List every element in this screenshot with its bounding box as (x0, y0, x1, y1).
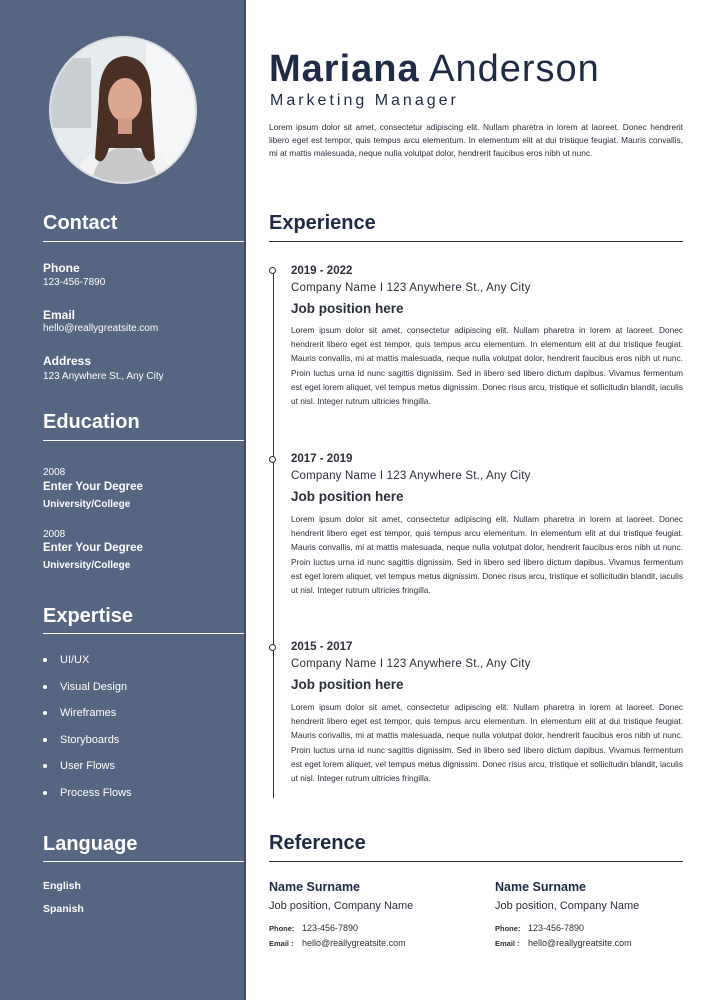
skill-item: Visual Design (43, 681, 127, 693)
skill-item: UI/UX (43, 654, 89, 666)
email-key: Email : (269, 939, 294, 948)
sidebar-divider (244, 0, 246, 1000)
bullet-icon (43, 685, 47, 689)
phone-value: 123-456-7890 (43, 277, 106, 288)
education-heading: Education (43, 411, 140, 433)
education-degree: Enter Your Degree (43, 542, 143, 554)
experience-description: Lorem ipsum dolor sit amet, consectetur adipiscing elit. Nullam pharetra in lorem at laoreet. Donec hendrerit libero eget est tempor, quis tempus arcu elementum. In elementum elit at dui tristique feugiat. Mauris convallis, mi at mattis malesuada, neque nulla volutpat dolor, hendrerit faucibus eros nibh ut nunc. Proin luctus urna id nunc sagittis dignissim. Sed in libero sed libero dictum dapibus. Vivamus fermentum est eget lorem aliquet, vel tempus metus dignissim. Donec risus arcu, tristique et sollicitudin blandit, iaculis ut nisl. Integer rutrum ultricies fringilla. (291, 514, 683, 596)
job-role: Marketing Manager (270, 92, 459, 109)
language-divider (43, 861, 244, 862)
bullet-icon (43, 791, 47, 795)
timeline-dot (269, 267, 276, 274)
reference-email: Email : hello@reallygreatsite.com (495, 938, 632, 948)
bullet-icon (43, 764, 47, 768)
expertise-heading: Expertise (43, 605, 134, 627)
address-value: 123 Anywhere St., Any City (43, 371, 164, 382)
experience-company: Company Name I 123 Anywhere St., Any City (291, 470, 531, 482)
email-value: hello@reallygreatsite.com (43, 323, 159, 334)
experience-company: Company Name I 123 Anywhere St., Any City (291, 282, 531, 294)
education-school: University/College (43, 499, 131, 510)
skill-item: Process Flows (43, 787, 132, 799)
experience-title: Job position here (291, 301, 404, 316)
experience-company: Company Name I 123 Anywhere St., Any City (291, 658, 531, 670)
phone-key: Phone: (269, 924, 295, 933)
reference-email: Email : hello@reallygreatsite.com (269, 938, 406, 948)
email-label: Email (43, 308, 76, 322)
reference-name: Name Surname (495, 880, 587, 894)
reference-heading: Reference (269, 832, 366, 854)
experience-heading: Experience (269, 212, 376, 234)
timeline-dot (269, 644, 276, 651)
reference-phone: Phone: 123-456-7890 (495, 923, 585, 933)
skill-item: User Flows (43, 760, 115, 772)
bullet-icon (43, 738, 47, 742)
intro-text: Lorem ipsum dolor sit amet, consectetur adipiscing elit. Nullam pharetra in lorem at laoreet. Donec hendrerit libero eget est tempor, quis tempus arcu elementum. In elementum elit at dui tristique feugiat. Mauris convallis, mi at mattis malesuada, neque nulla volutpat dolor, hendrerit faucibus eros nibh ut nunc. (269, 122, 683, 158)
experience-description: Lorem ipsum dolor sit amet, consectetur adipiscing elit. Nullam pharetra in lorem at laoreet. Donec hendrerit libero eget est tempor, quis tempus arcu elementum. In elementum elit at dui tristique feugiat. Mauris convallis, mi at mattis malesuada, neque nulla volutpat dolor, hendrerit faucibus eros nibh ut nunc. Proin luctus urna id nunc sagittis dignissim. Sed in libero sed libero dictum dapibus. Vivamus fermentum est eget lorem aliquet, vel tempus metus dignissim. Donec risus arcu, tristique et sollicitudin blandit, iaculis ut nisl. Integer rutrum ultricies fringilla. (291, 325, 683, 407)
skill-item: Storyboards (43, 734, 119, 746)
experience-dates: 2017 - 2019 (291, 453, 353, 465)
full-name (269, 48, 600, 91)
experience-dates: 2019 - 2022 (291, 265, 353, 277)
email-key: Email : (495, 939, 520, 948)
phone-label: Phone (43, 261, 80, 275)
reference-position: Job position, Company Name (495, 900, 640, 912)
education-school: University/College (43, 560, 131, 571)
reference-divider (269, 861, 683, 862)
experience-title: Job position here (291, 677, 404, 692)
first-name: Mariana (269, 48, 420, 90)
experience-divider (269, 241, 683, 242)
phone-key: Phone: (495, 924, 521, 933)
reference-position: Job position, Company Name (269, 900, 414, 912)
avatar (49, 36, 197, 184)
timeline-dot (269, 456, 276, 463)
education-divider (43, 440, 244, 441)
experience-description: Lorem ipsum dolor sit amet, consectetur adipiscing elit. Nullam pharetra in lorem at laoreet. Donec hendrerit libero eget est tempor, quis tempus arcu elementum. In elementum elit at dui tristique feugiat. Mauris convallis, mi at mattis malesuada, neque nulla volutpat dolor, hendrerit faucibus eros nibh ut nunc. Proin luctus urna id nunc sagittis dignissim. Sed in libero sed libero dictum dapibus. Vivamus fermentum est eget lorem aliquet, vel tempus metus dignissim. Donec risus arcu, tristique et sollicitudin blandit, iaculis ut nisl. Integer rutrum ultricies fringilla. (291, 702, 683, 784)
expertise-divider (43, 633, 244, 634)
language-item: Spanish (43, 903, 84, 915)
bullet-icon (43, 658, 47, 662)
reference-name: Name Surname (269, 880, 361, 894)
education-year: 2008 (43, 467, 66, 478)
skill-item: Wireframes (43, 707, 116, 719)
last-name: Anderson (429, 48, 600, 90)
reference-phone: Phone: 123-456-7890 (269, 923, 359, 933)
bullet-icon (43, 711, 47, 715)
language-item: English (43, 880, 81, 892)
experience-dates: 2015 - 2017 (291, 641, 353, 653)
contact-heading: Contact (43, 212, 118, 234)
timeline-line (273, 272, 274, 798)
education-degree: Enter Your Degree (43, 481, 143, 493)
education-year: 2008 (43, 529, 66, 540)
address-label: Address (43, 354, 92, 368)
language-heading: Language (43, 833, 138, 855)
experience-title: Job position here (291, 489, 404, 504)
contact-divider (43, 241, 244, 242)
